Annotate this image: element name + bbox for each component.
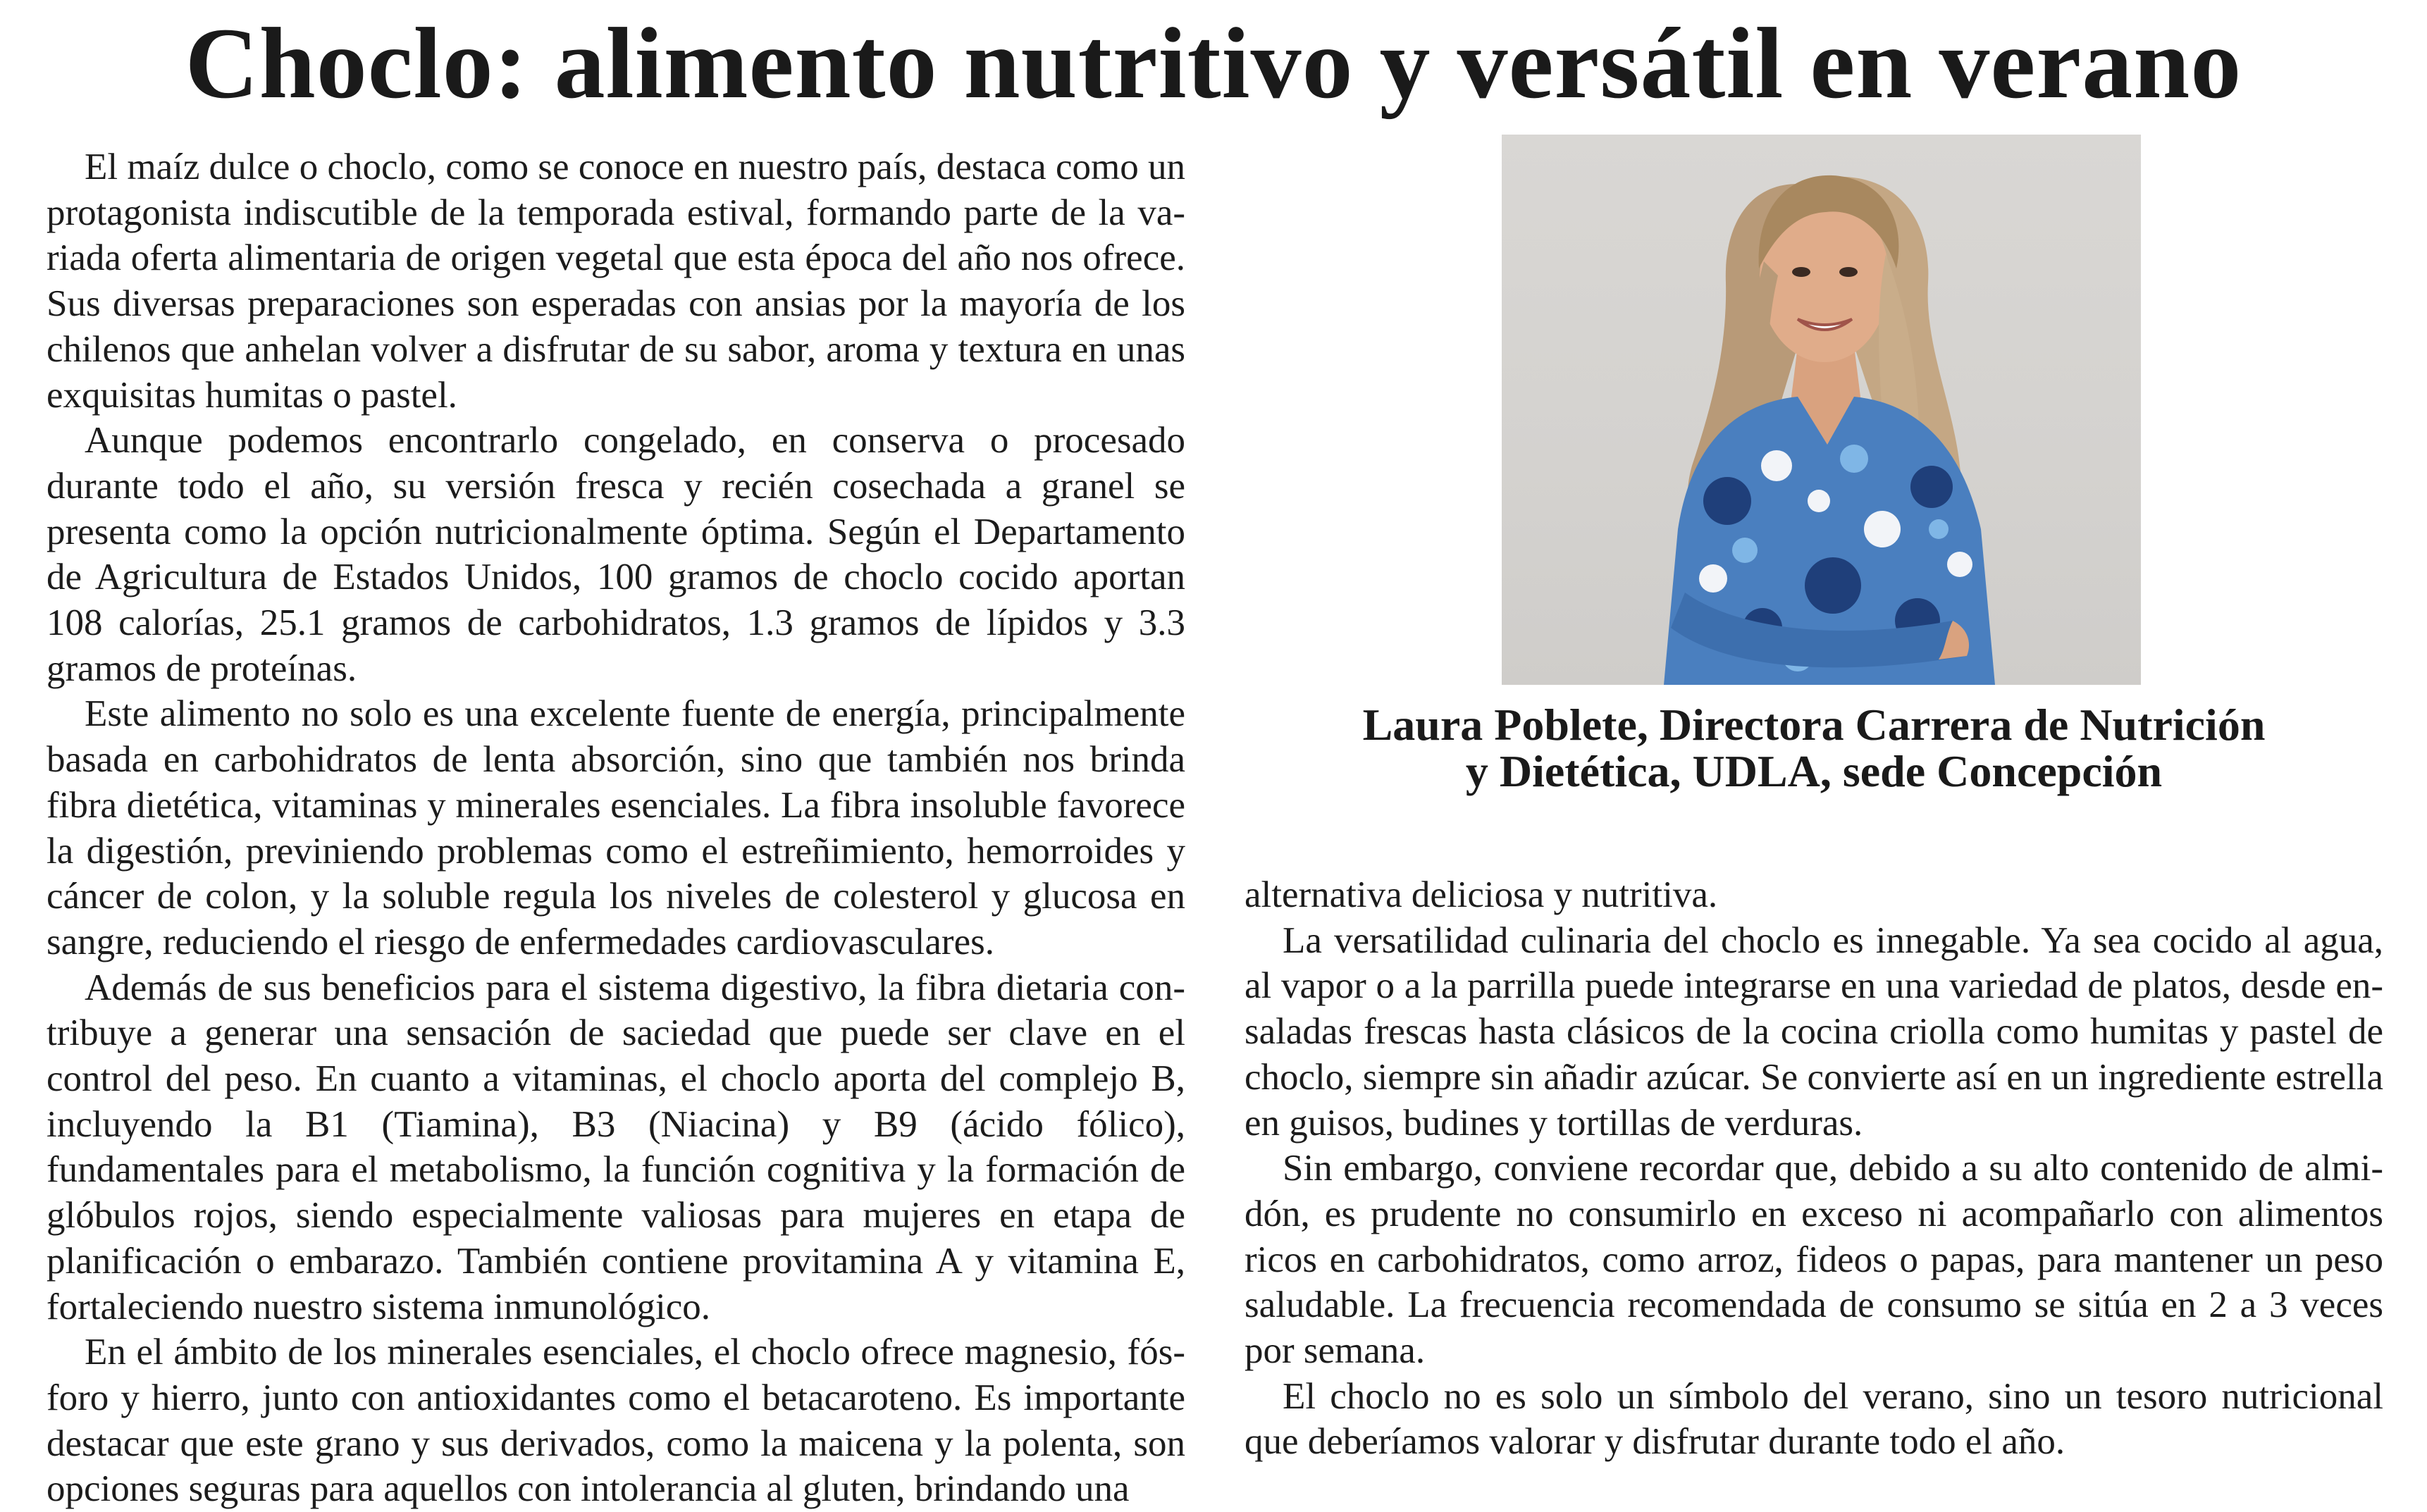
caption-line-1: Laura Poblete, Directora Carrera de Nutrición: [1362, 700, 2266, 750]
paragraph-3: Este alimento no solo es una excelente fuente de energía, principalmente basada en carbohidratos de lenta absorción, sino que también nos brinda fibra dietética, vitaminas y minerales esenciales. La fibra insoluble favorece la digestión, previniendo problemas como el estreñimiento, hemorroides y cáncer de colon, y la soluble regula los niveles de colesterol y glucosa en sangre, reduciendo el riesgo de enfermedades cardiovasculares.: [47, 693, 1185, 962]
paragraph-5: En el ámbito de los minerales esenciales, el choclo ofrece magnesio, fósforo y hierro, junto con antioxidantes como el betacaroteno. Es importante destacar que este grano y sus derivados, como la maicena y la polenta, son opciones seguras para aquellos con intolerancia al gluten, brindando una: [47, 1332, 1185, 1510]
paragraph-2: Aunque podemos encontrarlo congelado, en conserva o procesado durante todo el año, su versión fresca y recién cosechada a granel se presenta como la opción nutricionalmente óptima. Según el Departamento de Agricultura de Estados Unidos, 100 gramos de choclo cocido aportan 108 calorías, 25.1 gramos de carbohidratos, 1.3 gramos de lípidos y 3.3 gramos de proteínas.: [47, 420, 1185, 689]
paragraph-7: Sin embargo, conviene recordar que, debido a su alto contenido de almidón, es prudente no consumirlo en exceso ni acompañarlo con alimentos ricos en carbohidratos, como arroz, fideos o papas, para mantener un peso saludable. La frecuencia recomendada de consumo se sitúa en 2 a 3 veces por semana.: [1245, 1148, 2383, 1372]
article-headline: Choclo: alimento nutritivo y versátil en verano: [185, 8, 2242, 120]
paragraph-8: El choclo no es solo un símbolo del verano, sino un tesoro nutricional que deberíamos valorar y disfrutar durante todo el año.: [1245, 1375, 2383, 1463]
paragraph-continuation: alternativa deliciosa y nutritiva.: [1245, 874, 1718, 915]
paragraph-4: Además de sus beneficios para el sistema digestivo, la fibra dietaria contribuye a generar una sensación de saciedad que puede ser clave en el control del peso. En cuanto a vitaminas, el choclo aporta del complejo B, incluyendo la B1 (Tiamina), B3 (Niacina) y B9 (ácido fólico), fundamentales para el metabolismo, la función cognitiva y la formación de glóbulos rojos, siendo especialmente valiosas para mujeres en etapa de planificación o embarazo. También contiene provitamina A y vitamina E, fortaleciendo nuestro sistema inmunológico.: [47, 967, 1185, 1327]
left-text-column: [47, 144, 1185, 1510]
photo-caption: [1245, 702, 2383, 795]
right-text-column: [1245, 872, 2383, 1468]
portrait-illustration: [1502, 135, 2141, 685]
paragraph-6: La versatilidad culinaria del choclo es innegable. Ya sea cocido al agua, al vapor o a la parrilla puede integrarse en una variedad de platos, desde ensaladas frescas hasta clásicos de la cocina criolla como humitas y pastel de choclo, siempre sin añadir azúcar. Se convierte así en un ingrediente estrella en guisos, budines y tortillas de verduras.: [1245, 919, 2383, 1144]
caption-line-2: y Dietética, UDLA, sede Concepción: [1465, 746, 2163, 796]
paragraph-1: El maíz dulce o choclo, como se conoce en nuestro país, destaca como un protagonista indiscutible de la temporada estival, formando parte de la variada oferta alimentaria de origen vegetal que esta época del año nos ofrece. Sus diversas preparaciones son esperadas con ansias por la mayoría de los chilenos que anhelan volver a disfrutar de su sabor, aroma y textura en unas exquisitas humitas o pastel.: [47, 147, 1185, 416]
author-portrait-photo: [1502, 135, 2141, 685]
